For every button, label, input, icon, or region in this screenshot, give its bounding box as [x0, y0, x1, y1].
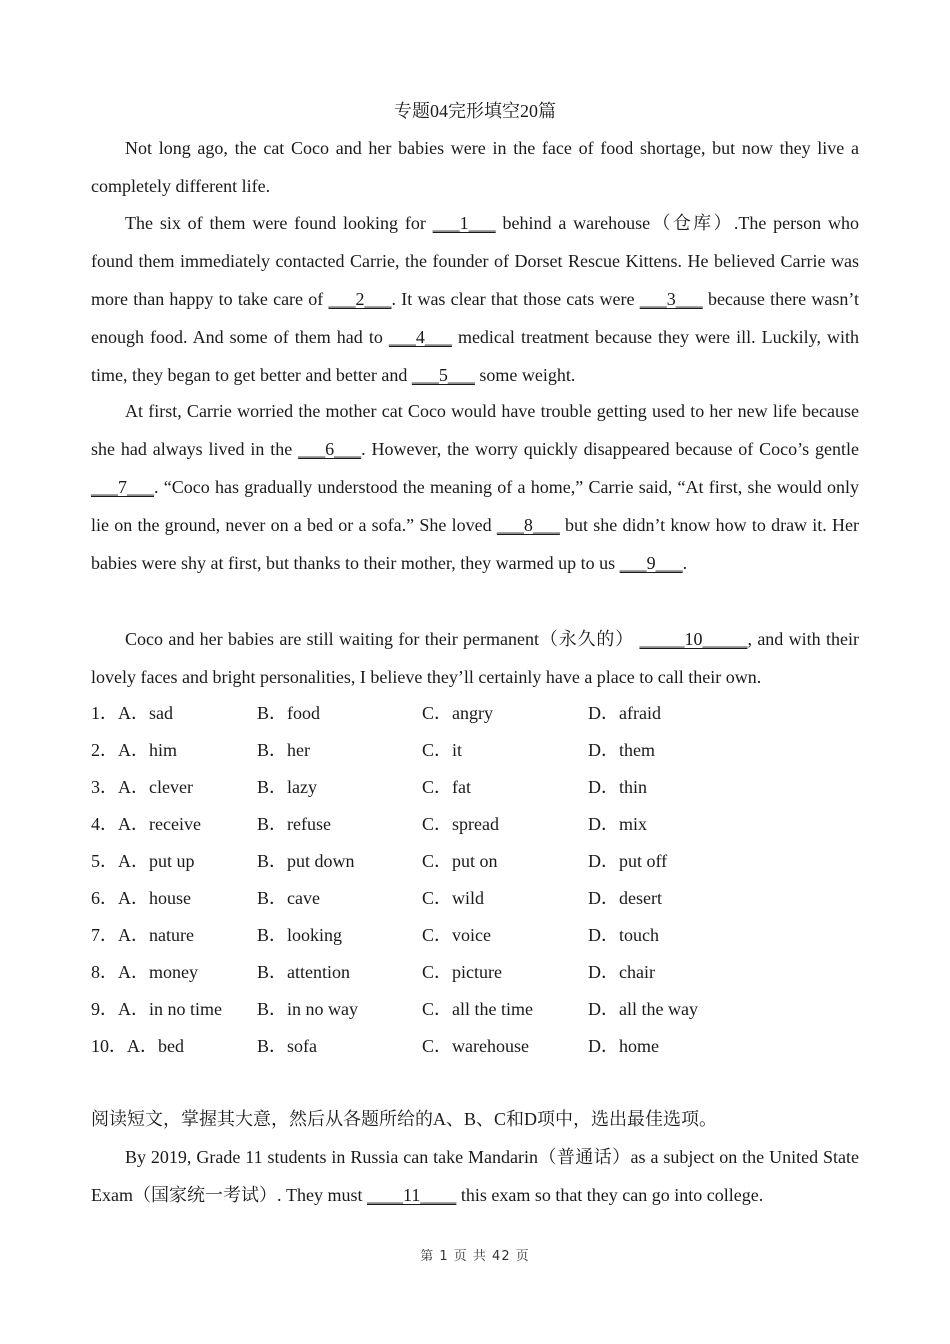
- option-d: D．thin: [588, 777, 648, 797]
- text-run: Coco and her babies are still waiting for their permanent（永久的）: [125, 629, 640, 649]
- option-c: C．spread: [422, 814, 499, 834]
- question-options: [91, 696, 859, 1066]
- text-run: At first, Carrie worried the mother cat Coco would have trouble getting used to her new life because she had always lived in the: [91, 401, 859, 459]
- passage1-paragraph-2: [91, 204, 859, 394]
- option-a: 3．A．clever: [91, 777, 193, 797]
- option-c: C．angry: [422, 703, 493, 723]
- option-b: B．refuse: [257, 814, 331, 834]
- question-row: [91, 881, 859, 918]
- question-row: [91, 807, 859, 844]
- option-b: B．put down: [257, 851, 355, 871]
- section-instruction: 阅读短文，掌握其大意，然后从各题所给的A、B、C和D项中，选出最佳选项。: [91, 1109, 718, 1129]
- blank-11: ____11____: [366, 1185, 457, 1205]
- option-b: B．food: [257, 703, 320, 723]
- question-row: [91, 955, 859, 992]
- option-d: D．touch: [588, 925, 659, 945]
- text-run: because there wasn’t enough food. And some of them had to: [91, 289, 859, 347]
- blank-8: ___8___: [496, 515, 560, 535]
- option-b: B．looking: [257, 925, 343, 945]
- text-run: By 2019, Grade 11 students in Russia can take Mandarin（普通话）as a subject on the United State Exam（国家统一考试）. They must: [91, 1147, 859, 1205]
- option-d: D．put off: [588, 851, 668, 871]
- option-d: D．mix: [588, 814, 648, 834]
- page-footer: 第 1 页 共 42 页: [420, 1249, 530, 1264]
- blank-9: ___9___: [619, 553, 683, 573]
- option-b: B．her: [257, 740, 310, 760]
- question-row: [91, 733, 859, 770]
- option-c: C．warehouse: [422, 1036, 529, 1056]
- option-c: C．it: [422, 740, 463, 760]
- option-d: D．afraid: [588, 703, 661, 723]
- option-b: B．attention: [257, 962, 350, 982]
- text-run: behind a warehouse（仓库）.The person who found them immediately contacted Carrie, the founder of Dorset Rescue Kittens. He believed Carrie was more than happy to take care of: [91, 213, 859, 309]
- text-run: , and with their lovely faces and bright personalities, I believe they’ll certainly have a place to call their own.: [91, 629, 859, 687]
- text-run: .: [682, 553, 688, 573]
- blank-7: ___7___: [91, 477, 154, 497]
- page-title: 专题04完形填空20篇: [394, 101, 556, 121]
- option-a: 10．A．bed: [91, 1036, 184, 1056]
- option-c: C．wild: [422, 888, 485, 908]
- option-d: D．all the way: [588, 999, 698, 1019]
- option-c: C．picture: [422, 962, 502, 982]
- blank-1: ___1___: [432, 213, 496, 233]
- blank-2: ___2___: [328, 289, 392, 309]
- text-run: but she didn’t know how to draw it. Her babies were shy at first, but thanks to their mother, they warmed up to us: [91, 515, 859, 573]
- question-row: [91, 770, 859, 807]
- option-c: C．voice: [422, 925, 491, 945]
- text-run: . It was clear that those cats were: [391, 289, 640, 309]
- question-row: [91, 696, 859, 733]
- option-b: B．lazy: [257, 777, 317, 797]
- passage2-paragraph-1: [91, 1138, 859, 1214]
- option-d: D．chair: [588, 962, 655, 982]
- option-c: C．fat: [422, 777, 471, 797]
- option-a: 4．A．receive: [91, 814, 201, 834]
- blank-6: ___6___: [298, 439, 362, 459]
- option-b: B．in no way: [257, 999, 358, 1019]
- question-row: [91, 992, 859, 1029]
- question-row: [91, 844, 859, 881]
- blank-3: ___3___: [639, 289, 703, 309]
- passage1-paragraph-1: Not long ago, the cat Coco and her babies were in the face of food shortage, but now they live a completely different life.: [91, 138, 859, 196]
- question-row: [91, 918, 859, 955]
- option-d: D．them: [588, 740, 655, 760]
- passage1-paragraph-4: [91, 620, 859, 696]
- option-a: 7．A．nature: [91, 925, 194, 945]
- blank-5: ___5___: [411, 365, 475, 385]
- option-a: 2．A．him: [91, 740, 178, 760]
- option-a: 1．A．sad: [91, 703, 173, 723]
- blank-10: _____10_____: [639, 629, 748, 649]
- text-run: The six of them were found looking for: [125, 213, 433, 233]
- option-d: D．home: [588, 1036, 659, 1056]
- option-a: 6．A．house: [91, 888, 191, 908]
- option-a: 8．A．money: [91, 962, 198, 982]
- text-run: some weight.: [474, 365, 576, 385]
- text-run: . However, the worry quickly disappeared because of Coco’s gentle: [361, 439, 859, 459]
- option-a: 9．A．in no time: [91, 999, 222, 1019]
- text-run: medical treatment because they were ill. Luckily, with time, they began to get better and better and: [91, 327, 859, 385]
- option-c: C．put on: [422, 851, 498, 871]
- option-b: B．sofa: [257, 1036, 317, 1056]
- option-c: C．all the time: [422, 999, 533, 1019]
- question-row: [91, 1029, 859, 1066]
- text-run: this exam so that they can go into college.: [456, 1185, 764, 1205]
- option-d: D．desert: [588, 888, 662, 908]
- option-a: 5．A．put up: [91, 851, 195, 871]
- passage1-paragraph-3: [91, 392, 859, 582]
- text-run: . “Coco has gradually understood the meaning of a home,” Carrie said, “At first, she would only lie on the ground, never on a bed or a sofa.” She loved: [91, 477, 859, 535]
- blank-4: ___4___: [388, 327, 452, 347]
- option-b: B．cave: [257, 888, 320, 908]
